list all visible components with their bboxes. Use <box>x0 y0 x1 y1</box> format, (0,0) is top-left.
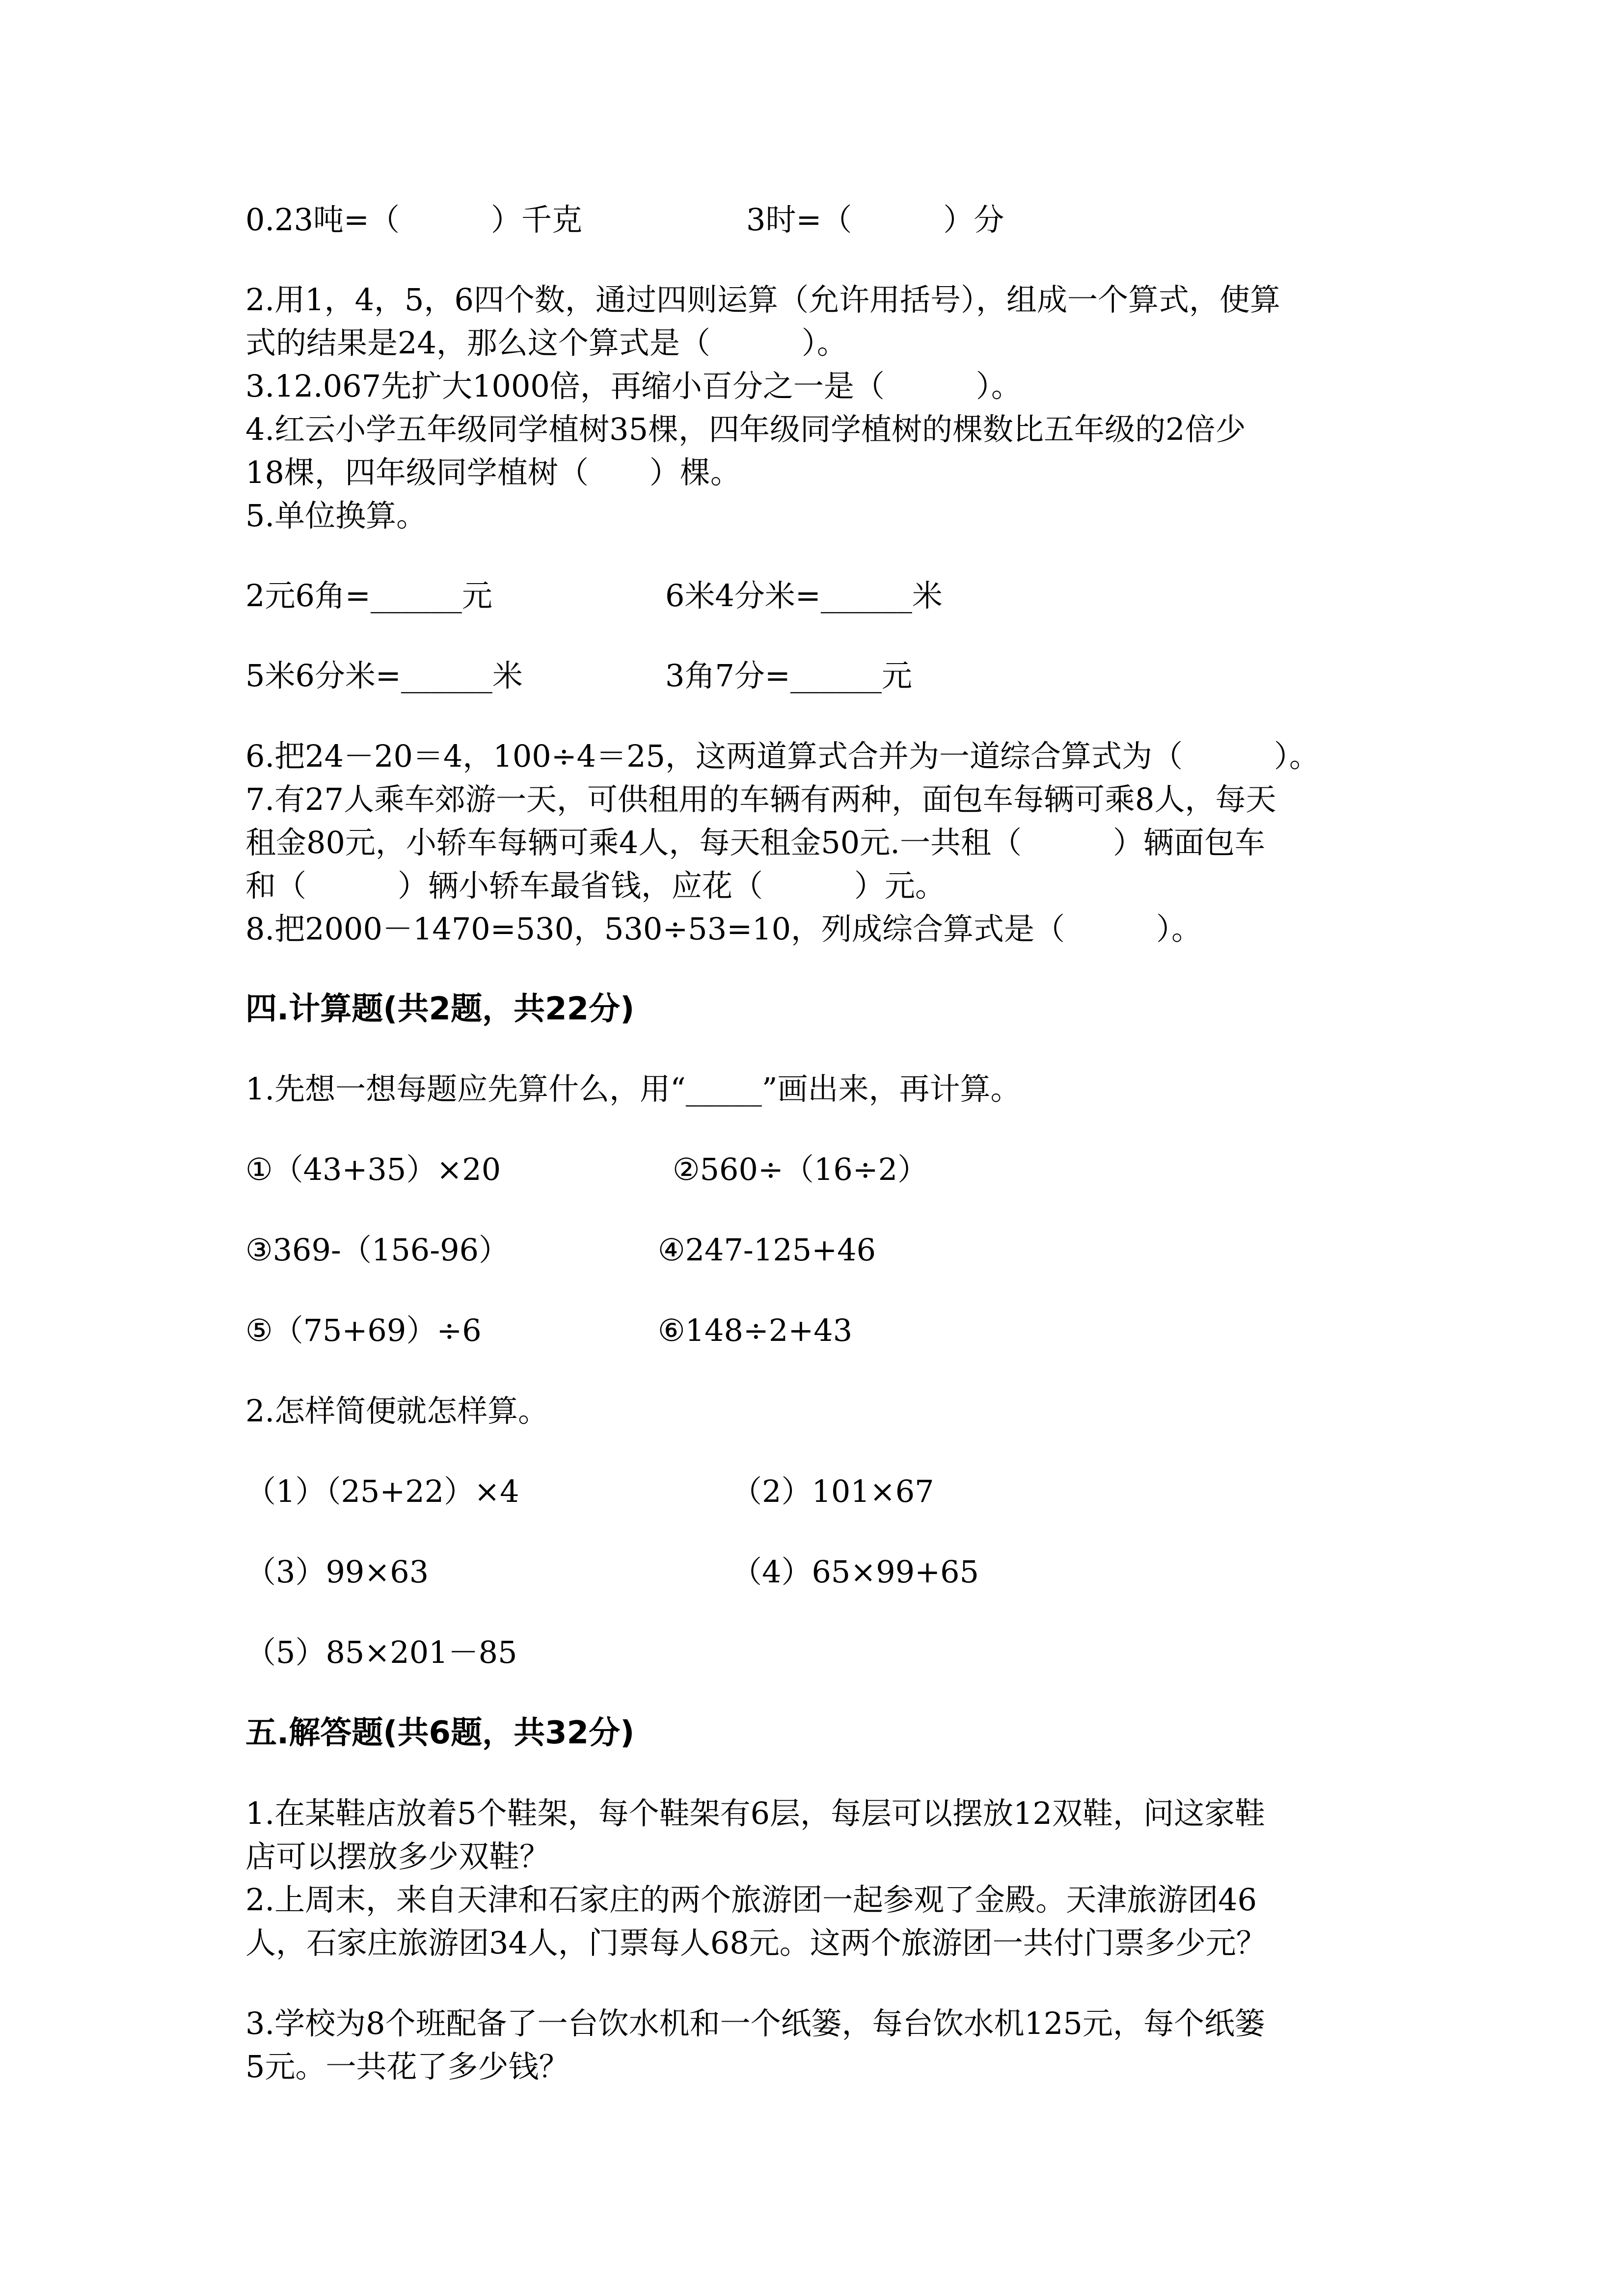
answer-question-3-line-1: 3.学校为8个班配备了一台饮水机和一个纸篓，每台饮水机125元，每个纸篓 <box>245 2005 1265 2041</box>
calc-item-6: ⑥148÷2+43 <box>658 1312 853 1348</box>
simplify-item-3: （3）99×63 <box>245 1554 429 1590</box>
section-5-heading: 五.解答题(共6题，共32分) <box>245 1715 635 1751</box>
calc-item-3: ③369-（156-96） <box>245 1232 510 1268</box>
question-7-line-2: 租金80元，小轿车每辆可乘4人，每天租金50元.一共租（ ）辆面包车 <box>245 825 1265 860</box>
calc-item-5: ⑤（75+69）÷6 <box>245 1312 482 1348</box>
question-3: 3.12.067先扩大1000倍，再缩小百分之一是（ ）。 <box>245 368 1022 404</box>
simplify-item-1: （1）（25+22）×4 <box>245 1473 519 1509</box>
calc-item-4: ④247-125+46 <box>658 1232 876 1268</box>
question-4-line-1: 4.红云小学五年级同学植树35棵，四年级同学植树的棵数比五年级的2倍少 <box>245 411 1246 447</box>
question-2-line-2: 式的结果是24，那么这个算式是（ ）。 <box>245 325 847 361</box>
question-4-line-2: 18棵，四年级同学植树（ ）棵。 <box>245 454 741 490</box>
answer-question-2-line-1: 2.上周末，来自天津和石家庄的两个旅游团一起参观了金殿。天津旅游团46 <box>245 1882 1257 1918</box>
section-4-heading: 四.计算题(共2题，共22分) <box>245 991 635 1027</box>
question-6: 6.把24－20＝4，100÷4＝25，这两道算式合并为一道综合算式为（ ）。 <box>245 738 1320 774</box>
question-8: 8.把2000－1470=530，530÷53=10，列成综合算式是（ ）。 <box>245 911 1202 947</box>
answer-question-3-line-2: 5元。一共花了多少钱？ <box>245 2049 569 2084</box>
simplify-item-2: （2）101×67 <box>731 1473 934 1509</box>
answer-question-2-line-2: 人，石家庄旅游团34人，门票每人68元。这两个旅游团一共付门票多少元？ <box>245 1925 1267 1961</box>
conversion-metre-decimetre-2: 5米6分米=______米 <box>245 658 523 694</box>
question-7-line-3: 和（ ）辆小轿车最省钱，应花（ ）元。 <box>245 868 946 904</box>
calc-question-2: 2.怎样简便就怎样算。 <box>245 1393 549 1429</box>
unit-conversion-hours: 3时=（ ）分 <box>746 202 1004 238</box>
conversion-metre-decimetre: 6米4分米=______米 <box>665 578 943 614</box>
conversion-yuan-jiao: 2元6角=______元 <box>245 578 492 614</box>
conversion-jiao-fen: 3角7分=______元 <box>665 658 912 694</box>
calc-item-2: ②560÷（16÷2） <box>673 1151 928 1187</box>
question-5: 5.单位换算。 <box>245 498 427 534</box>
answer-question-1-line-1: 1.在某鞋店放着5个鞋架，每个鞋架有6层，每层可以摆放12双鞋，问这家鞋 <box>245 1795 1265 1831</box>
answer-question-1-line-2: 店可以摆放多少双鞋？ <box>245 1839 550 1874</box>
calc-item-1: ①（43+35）×20 <box>245 1151 501 1187</box>
question-7-line-1: 7.有27人乘车郊游一天，可供租用的车辆有两种，面包车每辆可乘8人，每天 <box>245 781 1276 817</box>
simplify-item-5: （5）85×201－85 <box>245 1634 517 1670</box>
simplify-item-4: （4）65×99+65 <box>731 1554 979 1590</box>
calc-question-1: 1.先想一想每题应先算什么，用“_____”画出来，再计算。 <box>245 1071 1021 1107</box>
question-2-line-1: 2.用1，4，5，6四个数，通过四则运算（允许用括号），组成一个算式，使算 <box>245 282 1280 318</box>
unit-conversion-tonnes: 0.23吨=（ ）千克 <box>245 202 582 238</box>
